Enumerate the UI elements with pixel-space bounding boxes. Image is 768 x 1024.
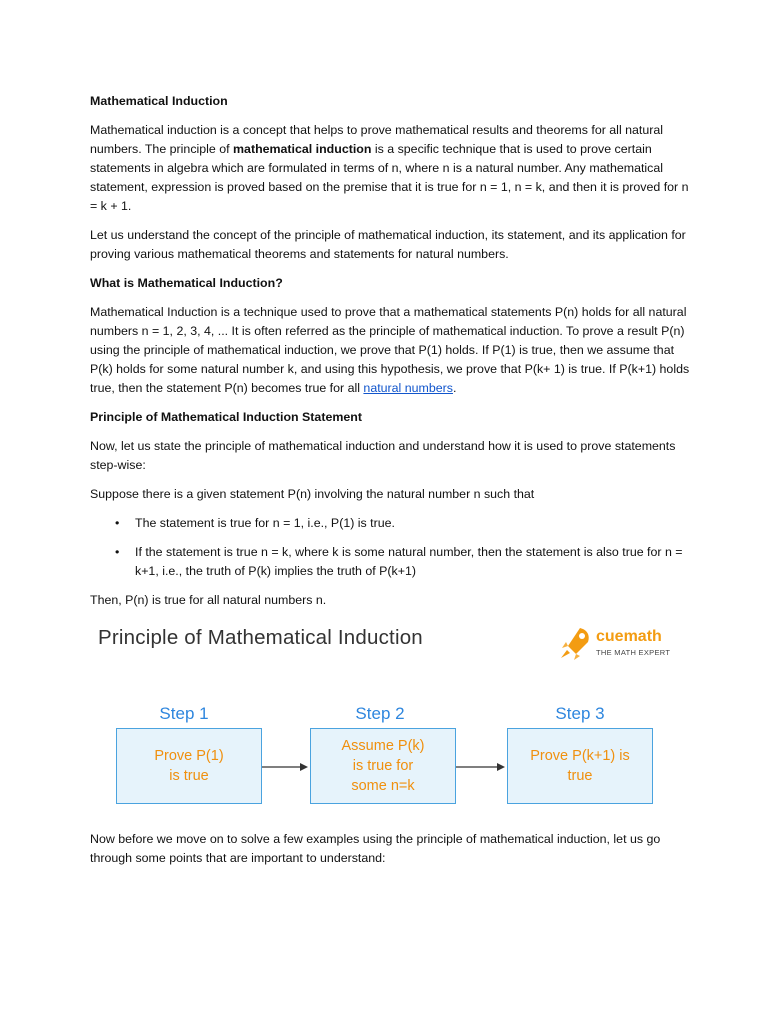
step-1-line1: Prove P(1)	[154, 748, 224, 764]
intro-paragraph	[90, 121, 690, 216]
intro-text-part2: is a specific technique that is used to prove certain statements in algebra which are formulated in terms of n, where n is a natural number. Any mathematical statement, expression is proved based on the premise that it is true for n = 1, n = k, and then it is proved for n = k + 1.	[90, 142, 689, 213]
cuemath-logo	[558, 624, 678, 664]
closing-paragraph: Now before we move on to solve a few examples using the principle of mathematical induction, let us go through some points that are important to understand:	[90, 832, 661, 865]
definition-end: .	[452, 381, 457, 395]
closing-section	[90, 830, 690, 878]
condition-list	[90, 514, 690, 581]
step-2-box	[310, 728, 456, 804]
heading-what-is-induction: What is Mathematical Induction?	[90, 276, 283, 290]
conclusion-paragraph: Then, P(n) is true for all natural numbers n.	[90, 593, 327, 607]
arrow-step2-to-step3	[456, 760, 507, 774]
natural-numbers-link[interactable]: natural numbers	[363, 381, 453, 395]
step-1-line2: is true	[169, 768, 209, 784]
step-2-line3: some n=k	[351, 778, 415, 794]
list-item: • The statement is true for n = 1, i.e., P(1) is true.	[135, 514, 690, 533]
rocket-icon	[558, 626, 592, 662]
document-body	[90, 92, 690, 620]
intro-text-part1: Mathematical induction is a concept that helps to prove mathematical results and theorems for all natural numbers. The principle of	[90, 123, 664, 156]
step-3-box	[507, 728, 653, 804]
step-3-line1: Prove P(k+1) is	[530, 748, 630, 764]
heading-principle-statement: Principle of Mathematical Induction Statement	[90, 410, 362, 424]
logo-tagline: THE MATH EXPERT	[596, 648, 671, 657]
definition-text: Mathematical Induction is a technique used to prove that a mathematical statements P(n) holds for all natural numbers n = 1, 2, 3, 4, ... It is often referred as the principle of mathematical induction. To prove a result P(n) using the principle of mathematical induction, we prove that P(1) holds. If P(1) is true, then we assume that P(k) holds for some natural number k, and using this hypothesis, we prove that P(k+ 1) is true. If P(k+1) holds true, then the statement P(n) becomes true for all	[90, 305, 690, 395]
intro-bold-term: mathematical induction	[233, 142, 372, 156]
suppose-paragraph: Suppose there is a given statement P(n) involving the natural number n such that	[90, 487, 535, 501]
step-3-line2: true	[567, 768, 593, 784]
induction-diagram	[90, 620, 680, 820]
diagram-title: Principle of Mathematical Induction	[98, 626, 423, 649]
list-item: • If the statement is true n = k, where k is some natural number, then the statement is also true for n = k+1, i.e., the truth of P(k) implies the truth of P(k+1)	[135, 543, 690, 581]
step-2-label: Step 2	[355, 704, 405, 723]
definition-paragraph	[90, 303, 690, 398]
logo-brand: cuemath	[596, 628, 662, 645]
step-2-line1: Assume P(k)	[341, 738, 425, 754]
state-paragraph: Now, let us state the principle of mathematical induction and understand how it is used to prove statements step-wise:	[90, 439, 676, 472]
heading-mathematical-induction: Mathematical Induction	[90, 94, 228, 108]
step-2-line2: is true for	[352, 758, 414, 774]
understand-paragraph: Let us understand the concept of the principle of mathematical induction, its statement, and its application for proving various mathematical theorems and statements for natural numbers.	[90, 228, 686, 261]
arrow-step1-to-step2	[262, 760, 310, 774]
step-1-box	[116, 728, 262, 804]
step-3-label: Step 3	[555, 704, 605, 723]
step-1-label: Step 1	[159, 704, 209, 723]
